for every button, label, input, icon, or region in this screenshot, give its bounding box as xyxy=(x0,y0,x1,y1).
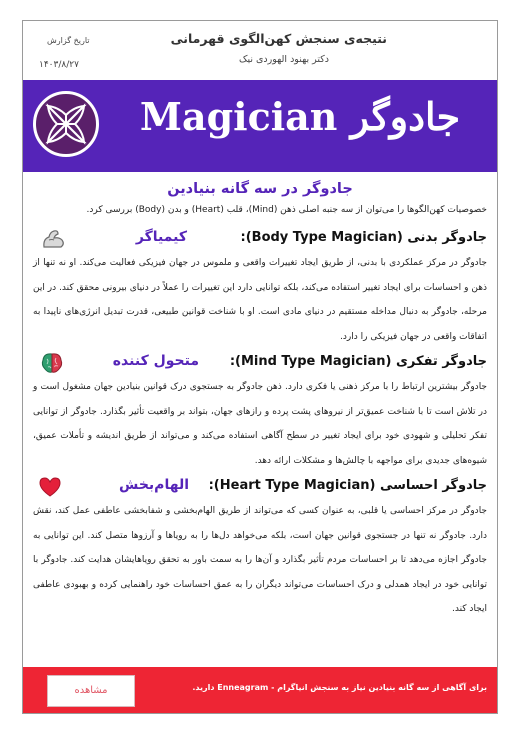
footer-text: برای آگاهی از سه گانه بنیادین نیاز به سنجش انیاگرام - Enneagram دارید. xyxy=(192,683,487,692)
section-text-mind: جادوگر بیشترین ارتباط را با مرکز ذهنی یا فکری دارد. ذهن جادوگر به جستجوی درک قوانین بنیادین جهان مشغول است و در تلاش است تا با شناخت عمیق‌تر از نیروهای پشت پرده و رازهای جهان، بتواند بر واقعیت تأثیر بگذارد. جادوگر از توانایی تفکر تحلیلی و شهودی خود برای ایجاد تغییر در سطح آگاهی استفاده می‌کند و می‌تواند از طریق اندیشه و تأملات عمیق، شیوه‌های جدیدی برای مواجهه با چالش‌ها و مشکلات ارائه دهد. xyxy=(33,382,487,466)
section-title: جادوگر تفکری (Mind Type Magician): xyxy=(229,354,487,369)
view-button[interactable]: مشاهده xyxy=(47,675,135,707)
archetype-banner xyxy=(23,80,497,172)
section-title: جادوگر احساسی (Heart Type Magician): xyxy=(208,478,487,493)
report-title: نتیجه‌ی سنجش کهن‌الگوی قهرمانی xyxy=(170,31,387,46)
section-heading-mind xyxy=(33,351,487,375)
section-label: کیمیاگر xyxy=(135,229,187,245)
report-header xyxy=(23,21,497,79)
report-page xyxy=(22,20,498,714)
main-title: جادوگر در سه گانه بنیادین xyxy=(167,181,353,197)
flexed-arm-icon xyxy=(41,227,67,251)
section-text-body: جادوگر در مرکز عملکردی با بدنی، از طریق ایجاد تغییرات واقعی و ملموس در جهان فیزیکی فعالیت می‌کند. او نه تنها از ذهن و احساسات برای ایجاد تغییر استفاده می‌کند، بلکه توانایی دارد این تغییرات را عملاً در دنیای بیرونی محقق کند. در این مرحله، جادوگر به دنبال مداخله مستقیم در دنیای مادی است. او با شناخت قوانین طبیعی، قدرت تبدیل انرژی‌های ناپیدا به اتفاقات واقعی در جهان فیزیکی را دارد. xyxy=(33,258,487,342)
section-heading-body xyxy=(33,227,487,251)
section-title: جادوگر بدنی (Body Type Magician): xyxy=(240,230,487,245)
footer-bar xyxy=(23,667,497,713)
section-heading-heart xyxy=(33,475,487,499)
heart-icon xyxy=(37,475,63,499)
archetype-title: جادوگر Magician xyxy=(139,94,461,139)
report-date-label: تاریخ گزارش xyxy=(47,36,90,45)
report-body xyxy=(33,173,487,624)
report-date: ۱۴۰۳/۸/۲۷ xyxy=(39,60,79,70)
butterfly-logo-icon xyxy=(33,91,99,157)
brain-icon xyxy=(39,351,65,375)
section-label: متحول کننده xyxy=(112,353,199,369)
report-author: دکتر بهنود الهوردی نیک xyxy=(238,54,329,65)
intro-text: خصوصیات کهن‌الگوها را می‌توان از سه جنبه اصلی ذهن (Mind)، قلب (Heart) و بدن (Body) بررسی کرد. xyxy=(86,205,487,215)
section-text-heart: جادوگر در مرکز احساسی یا قلبی، به عنوان کسی که می‌تواند از طریق الهام‌بخشی و شفابخشی عاطفی عمل کند، نقش دارد. جادوگر نه تنها در جستجوی قوانین جهان است، بلکه می‌خواهد دل‌ها را به رویاها و آرزوها متصل کند. این توانایی به جادوگر اجازه می‌دهد تا بر احساسات مردم تأثیر بگذارد و آن‌ها را به سمت باور به تحقق رویاهایشان هدایت کند. جادوگر با توانایی خود در ایجاد همدلی و درک احساسات می‌تواند دیگران را به عمق احساسات خود راهنمایی کرده و بهبودی عاطفی ایجاد کند. xyxy=(33,506,487,614)
section-label: الهام‌بخش xyxy=(119,477,189,493)
